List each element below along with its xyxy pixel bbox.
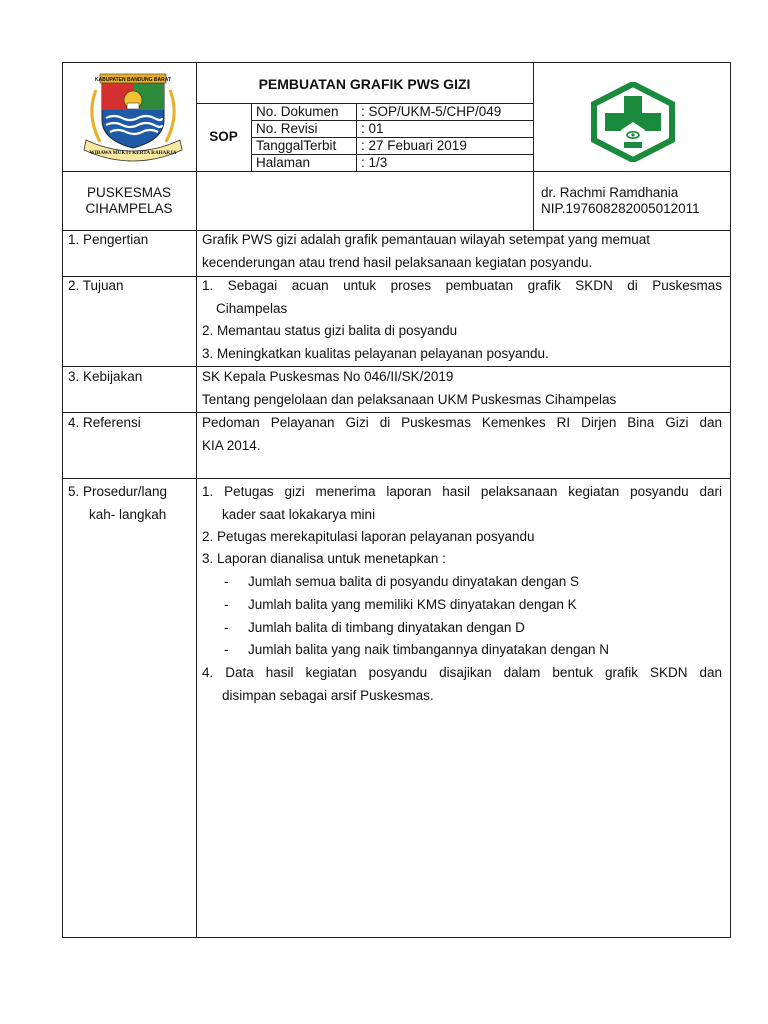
prosedur-sub-dash: - <box>224 574 229 589</box>
prosedur-step-2: 2. Petugas merekapitulasi laporan pelayanan posyandu <box>202 529 535 544</box>
prosedur-sub-item: Jumlah semua balita di posyandu dinyatakan dengan S <box>248 574 579 589</box>
prosedur-sub-dash: - <box>224 642 229 657</box>
tujuan-item: 1. Sebagai acuan untuk proses pembuatan grafik SKDN di Puskesmas <box>202 278 722 293</box>
doc-field-value: : 01 <box>361 121 384 136</box>
section-label-prosedur: 5. Prosedur/lang <box>68 484 168 499</box>
prosedur-sub-item: Jumlah balita yang memiliki KMS dinyatakan dengan K <box>248 597 577 612</box>
tujuan-item: 3. Meningkatkan kualitas pelayanan pelayanan posyandu. <box>202 346 549 361</box>
sop-label: SOP <box>209 129 238 144</box>
pengertian-line: Grafik PWS gizi adalah grafik pemantauan wilayah setempat yang memuat <box>202 232 650 247</box>
logo-motto-text: WIBAWA MUKTI KERTA RAHARJA <box>89 150 177 156</box>
kabupaten-logo <box>78 70 188 162</box>
section-label-prosedur-cont: kah- langkah <box>89 507 167 522</box>
prosedur-step-1: 1. Petugas gizi menerima laporan hasil pelaksanaan kegiatan posyandu dari <box>202 484 722 499</box>
doc-field-label: No. Dokumen <box>256 104 339 119</box>
doc-field-label: Halaman <box>256 155 311 170</box>
referensi-line: Pedoman Pelayanan Gizi di Puskesmas Kemenkes RI Dirjen Bina Gizi dan <box>202 415 722 430</box>
tujuan-item: Cihampelas <box>216 301 288 316</box>
doc-field-label: TanggalTerbit <box>256 138 337 153</box>
prosedur-step-4: 4. Data hasil kegiatan posyandu disajikan dalam bentuk grafik SKDN dan <box>202 665 722 680</box>
signer-nip: NIP.197608282005012011 <box>541 201 700 216</box>
doc-field-value: : SOP/UKM-5/CHP/049 <box>361 104 502 119</box>
section-label-tujuan: 2. Tujuan <box>68 278 124 293</box>
doc-field-label: No. Revisi <box>256 121 318 136</box>
org-name-line2: CIHAMPELAS <box>85 201 173 216</box>
prosedur-step-4-cont: disimpan sebagai arsif Puskesmas. <box>222 688 434 703</box>
puskesmas-logo <box>588 82 678 162</box>
pengertian-line: kecenderungan atau trend hasil pelaksanaan kegiatan posyandu. <box>202 255 593 270</box>
document-title: PEMBUATAN GRAFIK PWS GIZI <box>258 76 471 92</box>
prosedur-step-1-cont: kader saat lokakarya mini <box>222 507 376 522</box>
section-label-referensi: 4. Referensi <box>68 415 141 430</box>
logo-top-text: KABUPATEN BANDUNG BARAT <box>94 77 172 83</box>
doc-field-value: : 1/3 <box>361 155 388 170</box>
section-label-kebijakan: 3. Kebijakan <box>68 369 143 384</box>
prosedur-sub-dash: - <box>224 620 229 635</box>
section-label-pengertian: 1. Pengertian <box>68 232 149 247</box>
kebijakan-line: Tentang pengelolaan dan pelaksanaan UKM Puskesmas Cihampelas <box>202 392 617 407</box>
referensi-line: KIA 2014. <box>202 438 261 453</box>
prosedur-sub-dash: - <box>224 597 229 612</box>
prosedur-sub-item: Jumlah balita di timbang dinyatakan dengan D <box>248 620 525 635</box>
kebijakan-line: SK Kepala Puskesmas No 046/II/SK/2019 <box>202 369 454 384</box>
signer-name: dr. Rachmi Ramdhania <box>541 185 679 200</box>
tujuan-item: 2. Memantau status gizi balita di posyandu <box>202 323 458 338</box>
prosedur-step-3: 3. Laporan dianalisa untuk menetapkan : <box>202 551 446 566</box>
doc-field-value: : 27 Febuari 2019 <box>361 138 467 153</box>
prosedur-sub-item: Jumlah balita yang naik timbangannya dinyatakan dengan N <box>248 642 609 657</box>
org-name-line1: PUSKESMAS <box>86 185 172 200</box>
